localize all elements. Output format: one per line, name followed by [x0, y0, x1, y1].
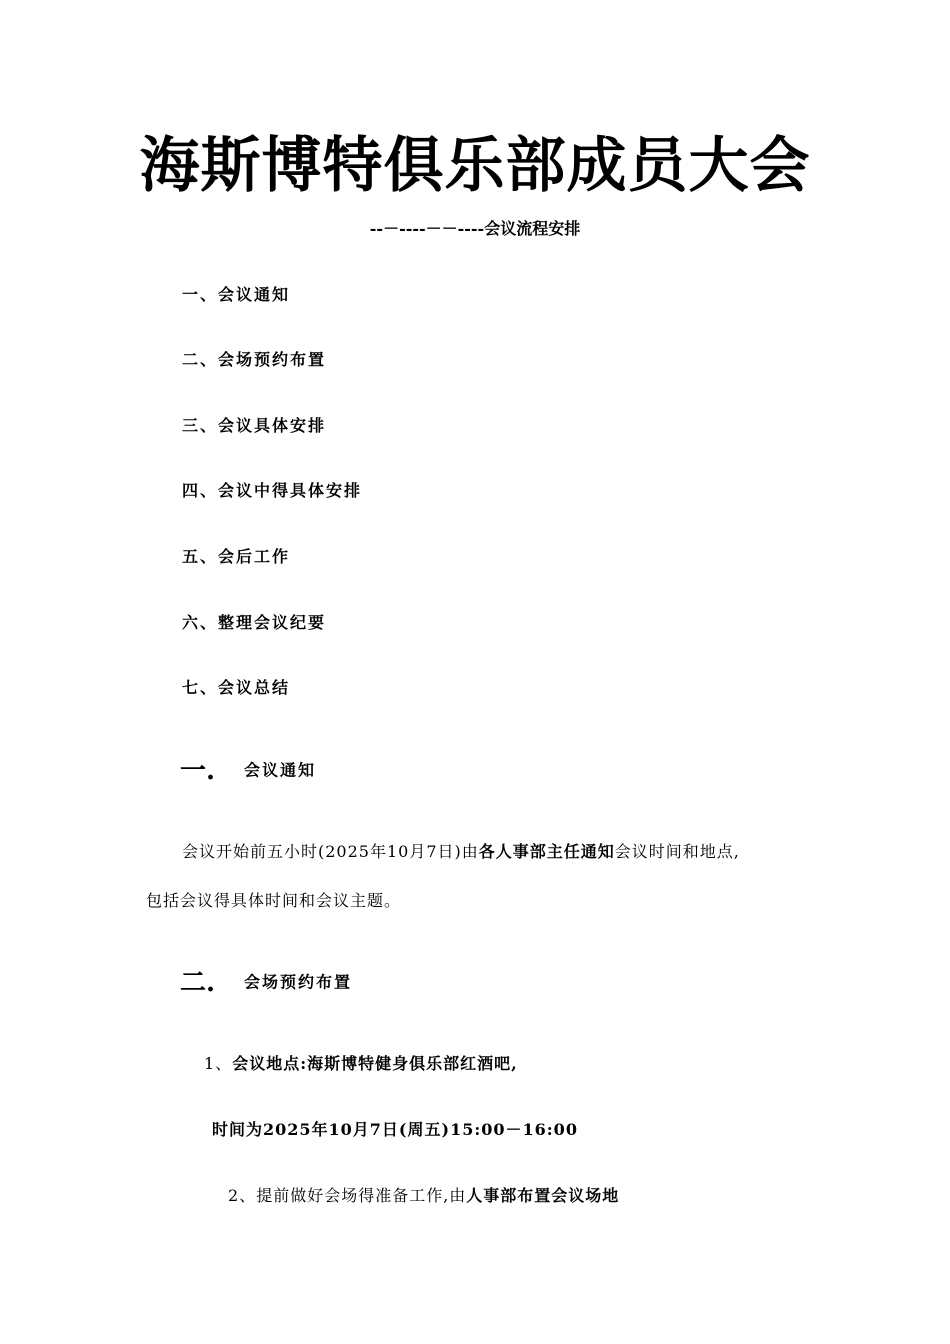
document-title: 海斯博特俱乐部成员大会: [139, 131, 811, 201]
section-heading-notice: [180, 755, 316, 786]
venue-time: 时间为2025年10月7日(周五)15:00－16:00: [212, 1120, 578, 1139]
section-heading-venue: [180, 967, 352, 998]
toc-item: 四、会议中得具体安排: [182, 481, 363, 500]
notice-text: 会议开始前五小时(2025年10月7日)由: [182, 842, 479, 861]
item-emphasis: 人事部布置会议场地: [466, 1186, 620, 1205]
section-title: 会场预约布置: [244, 972, 353, 992]
item-number: 2、: [228, 1186, 257, 1205]
notice-paragraph-line2: 包括会议得具体时间和会议主题。: [146, 891, 402, 910]
toc-item: 五、会后工作: [182, 547, 291, 566]
notice-emphasis: 各人事部主任通知: [478, 842, 615, 861]
section-number: 一.: [180, 755, 216, 786]
item-text: 提前做好会场得准备工作,由: [256, 1186, 467, 1205]
venue-item-2: [228, 1185, 619, 1207]
toc-item: 一、会议通知: [182, 285, 291, 304]
venue-item-1: [204, 1053, 518, 1075]
item-number: 1、: [204, 1054, 233, 1073]
toc-item: 七、会议总结: [182, 678, 291, 697]
venue-location: 会议地点:海斯博特健身俱乐部红酒吧,: [232, 1054, 518, 1073]
section-title: 会议通知: [244, 760, 317, 780]
toc-item: 六、整理会议纪要: [182, 613, 327, 632]
notice-paragraph-line1: [182, 841, 740, 863]
toc-item: 三、会议具体安排: [182, 416, 327, 435]
notice-text: 会议时间和地点,: [614, 842, 740, 861]
toc-item: 二、会场预约布置: [182, 350, 327, 369]
document-subtitle: --－----－－----会议流程安排: [369, 219, 581, 238]
section-number: 二.: [180, 967, 216, 998]
